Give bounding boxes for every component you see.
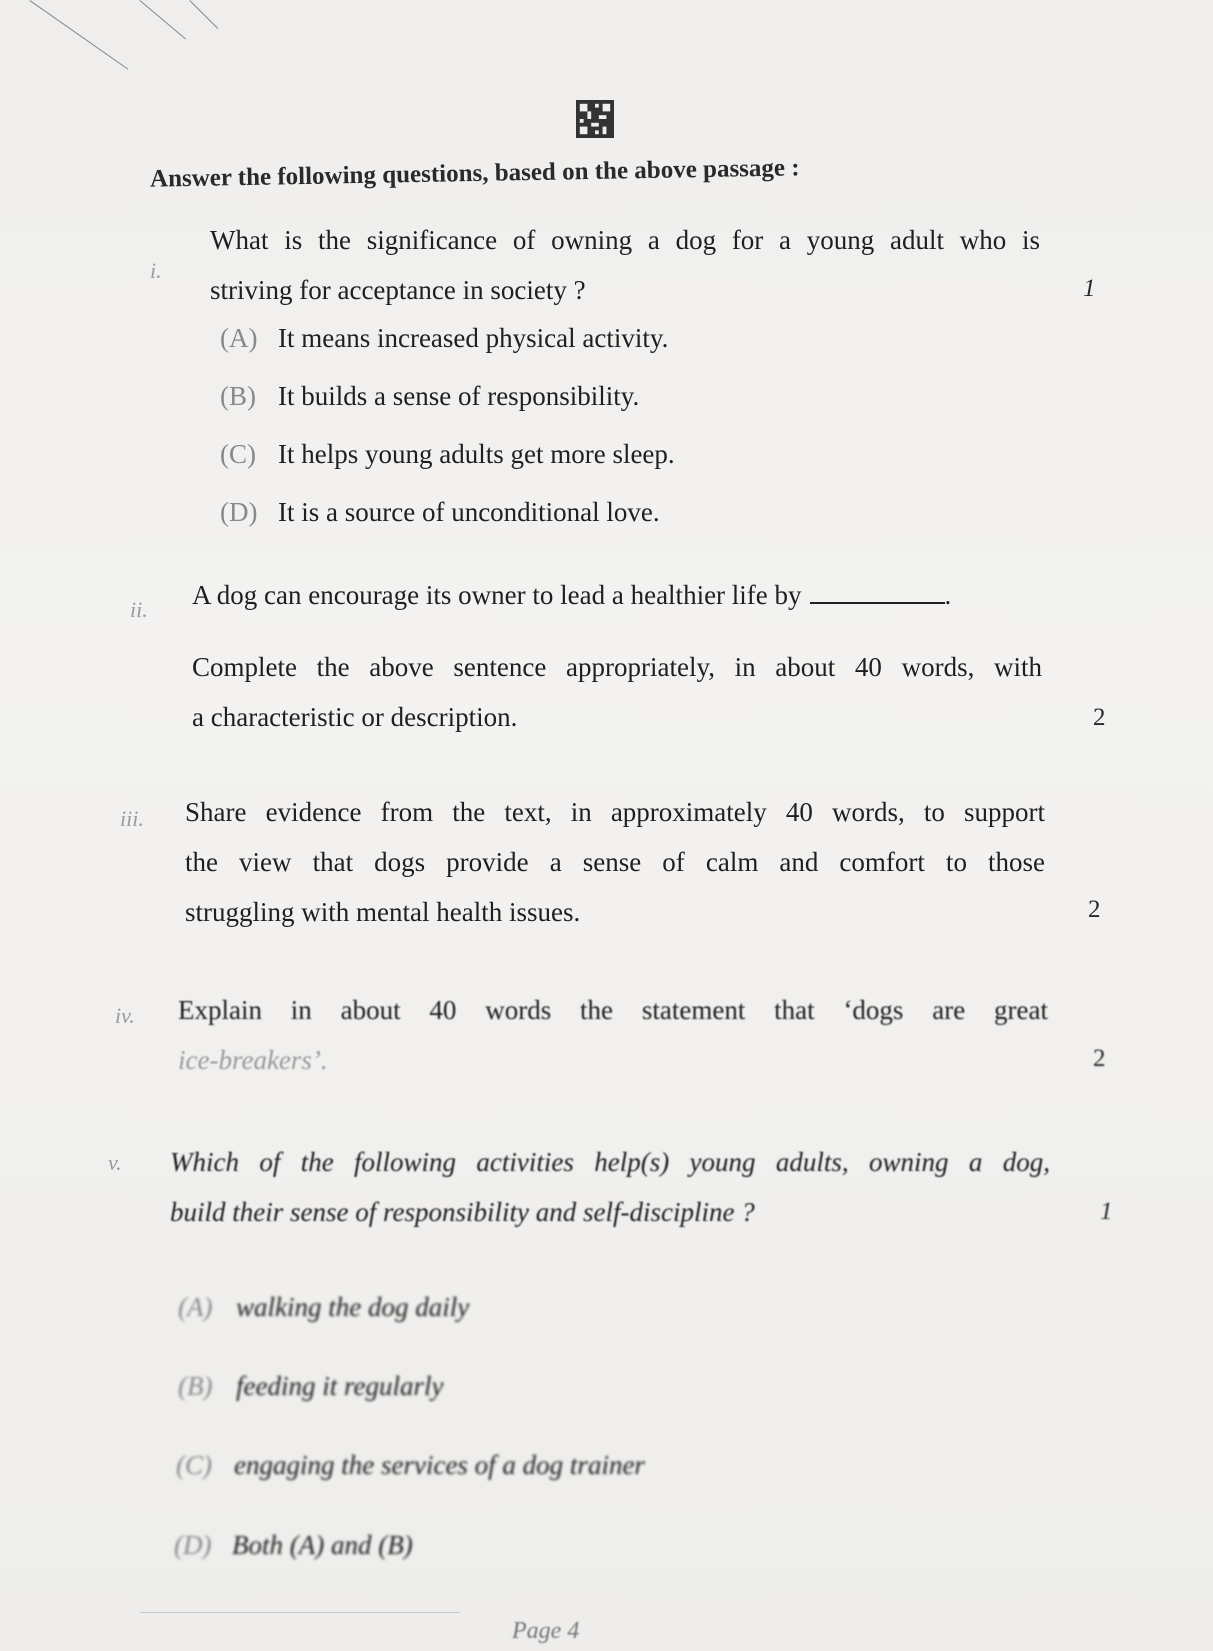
question-number: v. bbox=[108, 1150, 122, 1175]
question-line: Complete the above sentence appropriately, in about 40 words, with bbox=[192, 652, 1042, 682]
marks-value: 2 bbox=[1093, 1045, 1106, 1072]
option-text: Both (A) and (B) bbox=[232, 1530, 413, 1560]
question-4-text bbox=[178, 985, 1048, 1085]
option-letter: (A) bbox=[178, 1292, 213, 1322]
corner-rule bbox=[29, 0, 128, 70]
question-3-text bbox=[185, 787, 1045, 937]
question-2-prompt bbox=[192, 570, 951, 620]
question-number: iii. bbox=[120, 806, 144, 831]
question-line: ice-breakers’. bbox=[178, 1045, 328, 1075]
corner-rule bbox=[139, 0, 186, 39]
option-letter: (C) bbox=[176, 1450, 212, 1480]
instructions: Answer the following questions, based on the above passage : bbox=[149, 154, 800, 193]
question-line: Which of the following activities help(s) young adults, owning a dog, bbox=[170, 1147, 1050, 1177]
option-letter: (D) bbox=[220, 497, 258, 527]
option-c bbox=[176, 1450, 645, 1481]
option-d bbox=[220, 497, 660, 528]
option-text: walking the dog daily bbox=[236, 1292, 470, 1322]
option-text: It means increased physical activity. bbox=[278, 323, 669, 353]
option-letter: (B) bbox=[178, 1371, 213, 1401]
option-text: feeding it regularly bbox=[236, 1371, 444, 1401]
prompt-text: A dog can encourage its owner to lead a healthier life by bbox=[192, 580, 802, 610]
footer-rule bbox=[140, 1612, 460, 1613]
option-a bbox=[178, 1292, 469, 1323]
option-letter: (D) bbox=[174, 1530, 212, 1560]
question-number: iv. bbox=[115, 1003, 135, 1028]
question-number: ii. bbox=[130, 597, 148, 622]
option-text: It helps young adults get more sleep. bbox=[278, 439, 675, 469]
option-b bbox=[220, 381, 639, 412]
question-2-text bbox=[192, 642, 1042, 742]
page-number: Page 4 bbox=[512, 1618, 580, 1644]
question-line: striving for acceptance in society ? bbox=[210, 275, 586, 305]
option-text: It is a source of unconditional love. bbox=[278, 497, 660, 527]
option-c bbox=[220, 439, 675, 470]
option-text: It builds a sense of responsibility. bbox=[278, 381, 640, 411]
option-text: engaging the services of a dog trainer bbox=[234, 1450, 645, 1480]
question-line: build their sense of responsibility and self-discipline ? bbox=[170, 1197, 755, 1227]
option-b bbox=[178, 1371, 443, 1402]
option-a bbox=[220, 323, 668, 354]
marks-value: 1 bbox=[1100, 1198, 1113, 1225]
question-number: i. bbox=[150, 258, 162, 283]
option-d bbox=[174, 1530, 413, 1561]
question-5-text bbox=[170, 1137, 1050, 1237]
qr-code-icon bbox=[576, 100, 614, 138]
marks-value: 2 bbox=[1088, 896, 1101, 923]
corner-rule bbox=[189, 0, 218, 29]
prompt-end: . bbox=[944, 580, 952, 610]
option-letter: (C) bbox=[220, 439, 256, 469]
marks-value: 2 bbox=[1093, 704, 1106, 731]
question-line: Explain in about 40 words the statement that ‘dogs are great bbox=[178, 995, 1048, 1025]
question-line: Share evidence from the text, in approximately 40 words, to support bbox=[185, 797, 1045, 827]
answer-blank bbox=[810, 602, 945, 604]
option-letter: (A) bbox=[220, 323, 258, 353]
question-line: the view that dogs provide a sense of calm and comfort to those bbox=[185, 847, 1045, 877]
marks-value: 1 bbox=[1083, 275, 1096, 302]
question-line: What is the significance of owning a dog for a young adult who is bbox=[210, 225, 1040, 255]
question-line: struggling with mental health issues. bbox=[185, 897, 581, 927]
option-letter: (B) bbox=[220, 381, 256, 411]
question-1-text bbox=[210, 215, 1040, 315]
question-line: a characteristic or description. bbox=[192, 702, 518, 732]
